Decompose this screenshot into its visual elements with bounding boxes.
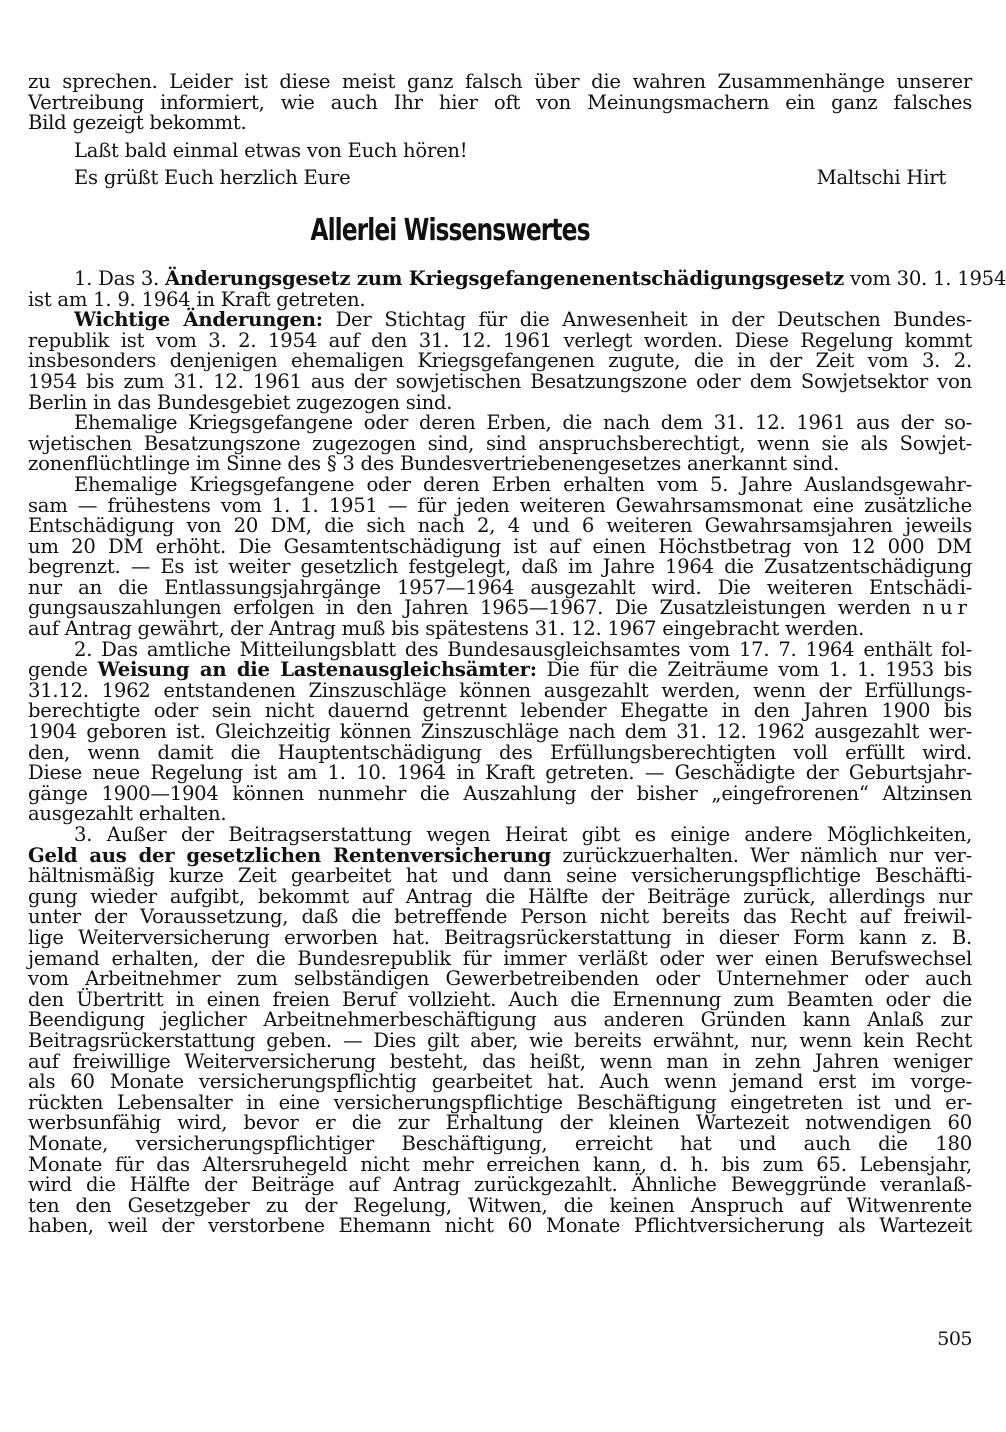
text-line: als 60 Monate versicherungspflichtig gearbeitet hat. Auch wenn jemand erst im vorge- <box>28 1070 972 1094</box>
text-line: wjetischen Besatzungszone zugezogen sind, sind anspruchsberechtigt, wenn sie als Sowjet- <box>28 431 972 455</box>
text-line: 1904 geboren ist. Gleichzeitig können Zinszuschläge nach dem 31. 12. 1962 ausgezahlt wer- <box>28 720 972 744</box>
text-line: Berlin in das Bundesgebiet zugezogen sind. <box>28 390 453 414</box>
text-line: 2. Das amtliche Mitteilungsblatt des Bundesausgleichsamtes vom 17. 7. 1964 enthält fol- <box>74 637 972 661</box>
bold-phrase: Wichtige Änderungen: <box>74 308 323 332</box>
text-line: um 20 DM erhöht. Die Gesamtentschädigung ist auf einen Höchstbetrag von 12 000 DM <box>28 534 972 558</box>
text-line: insbesonders denjenigen ehemaligen Kriegsgefangenen zugute, die in der Zeit vom 3. 2. <box>28 349 972 373</box>
text-line: den, wenn damit die Hauptentschädigung des Erfüllungsberechtigten voll erfüllt wird. <box>28 740 972 764</box>
text-line: republik ist vom 3. 2. 1954 auf den 31. 12. 1961 verlegt worden. Diese Regelung kommt <box>28 328 972 352</box>
text-line: unter der Voraussetzung, daß die betreffende Person nicht bereits das Recht auf freiwil- <box>28 905 972 929</box>
text-line: ten den Gesetzgeber zu der Regelung, Witwen, die keinen Anspruch auf Witwenrente <box>28 1193 972 1217</box>
section-3 <box>28 825 972 1237</box>
text-line: gung wieder aufgibt, bekommt auf Antrag die Hälfte der Beiträge zurück, allerdings nur <box>28 884 972 908</box>
text-line: vom Arbeitnehmer zum selbständigen Gewerbetreibenden oder Unternehmer oder auch <box>28 967 972 991</box>
signature-row <box>28 168 972 189</box>
text-line: Ehemalige Kriegsgefangene oder deren Erben, die nach dem 31. 12. 1961 aus der so- <box>74 411 972 435</box>
text-line: zu sprechen. Leider ist diese meist ganz falsch über die wahren Zusammenhänge unserer <box>28 70 972 93</box>
text-line: ist am 1. 9. 1964 in Kraft getreten. <box>28 287 366 311</box>
bold-phrase: Geld aus der gesetzlichen Rentenversicherung <box>28 843 552 867</box>
article-title: Allerlei Wissenswertes <box>310 212 590 248</box>
section-1 <box>28 266 1006 641</box>
emphasized-word: nur <box>922 596 972 620</box>
text-line: gungsauszahlungen erfolgen in den Jahren 1965—1967. Die Zusatzleistungen werden nur <box>28 596 972 620</box>
text-line: jemand erhalten, der die Bundesrepublik für immer verläßt oder wer einen Berufswechsel <box>28 946 972 970</box>
bold-phrase: Änderungsgesetz zum Kriegsgefangenenentschädigungsgesetz <box>165 266 845 290</box>
greeting-text: Es grüßt Euch herzlich Eure <box>74 166 351 190</box>
text-line: berechtigte oder sein nicht dauernd getrennt lebender Ehegatte in den Jahren 1900 bis <box>28 699 972 723</box>
text-line: gende Weisung an die Lastenausgleichsämter: Die für die Zeiträume vom 1. 1. 1953 bis <box>28 658 972 682</box>
text-line: werbsunfähig wird, bevor er die zur Erhaltung der kleinen Wartezeit notwendigen 60 <box>28 1111 972 1135</box>
text-line: sam — frühestens vom 1. 1. 1951 — für jeden weiteren Gewahrsamsmonat eine zusätzliche <box>28 493 972 517</box>
text-line: den Übertritt in einen freien Beruf vollzieht. Auch die Ernennung zum Beamten oder die <box>28 987 972 1011</box>
text-line: 1954 bis zum 31. 12. 1961 aus der sowjetischen Besatzungszone oder dem Sowjetsektor von <box>28 369 972 393</box>
text-line: Bild gezeigt bekommt. <box>28 111 247 135</box>
text-line: gänge 1900—1904 können nunmehr die Auszahlung der bisher „eingefrorenen“ Altzinsen <box>28 781 972 805</box>
intro-paragraph <box>28 72 972 134</box>
text-line: rückten Lebensalter in eine versicherungspflichtige Beschäftigung eingetreten ist und er- <box>28 1090 972 1114</box>
text-line: 3. Außer der Beitragserstattung wegen Heirat gibt es einige andere Möglichkeiten, <box>74 823 972 846</box>
bold-phrase: Weisung an die Lastenausgleichsämter: <box>97 658 537 682</box>
text-line: Beitragsrückerstattung geben. — Dies gilt aber, wie bereits erwähnt, nur, wenn kein Recht <box>28 1028 972 1052</box>
text-line: Vertreibung informiert, wie auch Ihr hier oft von Meinungsmachern ein ganz falsches <box>28 90 972 114</box>
text-line: haben, weil der verstorbene Ehemann nicht 60 Monate Pflichtversicherung als Wartezeit <box>28 1214 972 1238</box>
text-line: lige Weiterversicherung erworben hat. Beitragsrückerstattung in dieser Form kann z. B. <box>28 925 972 949</box>
text-line: Monate für das Altersruhegeld nicht mehr erreichen kann, d. h. bis zum 65. Lebensjahr, <box>28 1152 972 1176</box>
text-line: ausgezahlt erhalten. <box>28 802 227 826</box>
text-line: auf Antrag gewährt, der Antrag muß bis spätestens 31. 12. 1967 eingebracht werden. <box>28 617 865 641</box>
text-line: auf freiwillige Weiterversicherung besteht, das heißt, wenn man in zehn Jahren weniger <box>28 1049 972 1073</box>
text-line: hältnismäßig kurze Zeit gearbeitet hat und dann seine versicherungspflichtige Beschäfti- <box>28 864 972 888</box>
text-line: Ehemalige Kriegsgefangene oder deren Erben erhalten vom 5. Jahre Auslandsgewahr- <box>74 472 972 496</box>
text-line: begrenzt. — Es ist weiter gesetzlich festgelegt, daß im Jahre 1964 die Zusatzentschädigung <box>28 555 972 579</box>
document-page <box>28 70 1006 1402</box>
text-line: nur an die Entlassungsjahrgänge 1957—1964 ausgezahlt wird. Die weiteren Entschädi- <box>28 575 972 599</box>
section-2 <box>28 637 972 826</box>
text-line: Wichtige Änderungen: Der Stichtag für die Anwesenheit in der Deutschen Bundes- <box>74 308 972 332</box>
text-line: zonenflüchtlinge im Sinne des § 3 des Bundesvertriebenengesetzes anerkannt sind. <box>28 452 840 476</box>
text-line: Entschädigung von 20 DM, die sich nach 2, 4 und 6 weiteren Gewahrsamsjahren jeweils <box>28 514 972 538</box>
signature-name: Maltschi Hirt <box>816 166 946 190</box>
closing-line: Laßt bald einmal etwas von Euch hören! <box>74 138 468 162</box>
text-line: Beendigung jeglicher Arbeitnehmerbeschäftigung aus anderen Gründen kann Anlaß zur <box>28 1008 972 1032</box>
text-line: wird die Hälfte der Beiträge auf Antrag zurückgezahlt. Ähnliche Beweggründe veranlaß- <box>28 1173 972 1197</box>
text-line: 1. Das 3. Änderungsgesetz zum Kriegsgefangenenentschädigungsgesetz vom 30. 1. 1954 <box>74 266 1006 290</box>
text-line: 31.12. 1962 entstandenen Zinszuschläge können ausgezahlt werden, wenn der Erfüllungs- <box>28 678 972 702</box>
text-line: Geld aus der gesetzlichen Rentenversicherung zurückzuerhalten. Wer nämlich nur ver- <box>28 843 972 867</box>
text-line: Monate, versicherungspflichtiger Beschäftigung, erreicht hat und auch die 180 <box>28 1131 972 1155</box>
text-line: Diese neue Regelung ist am 1. 10. 1964 in Kraft getreten. — Geschädigte der Geburtsjahr- <box>28 761 972 785</box>
page-number: 505 <box>937 1328 972 1350</box>
